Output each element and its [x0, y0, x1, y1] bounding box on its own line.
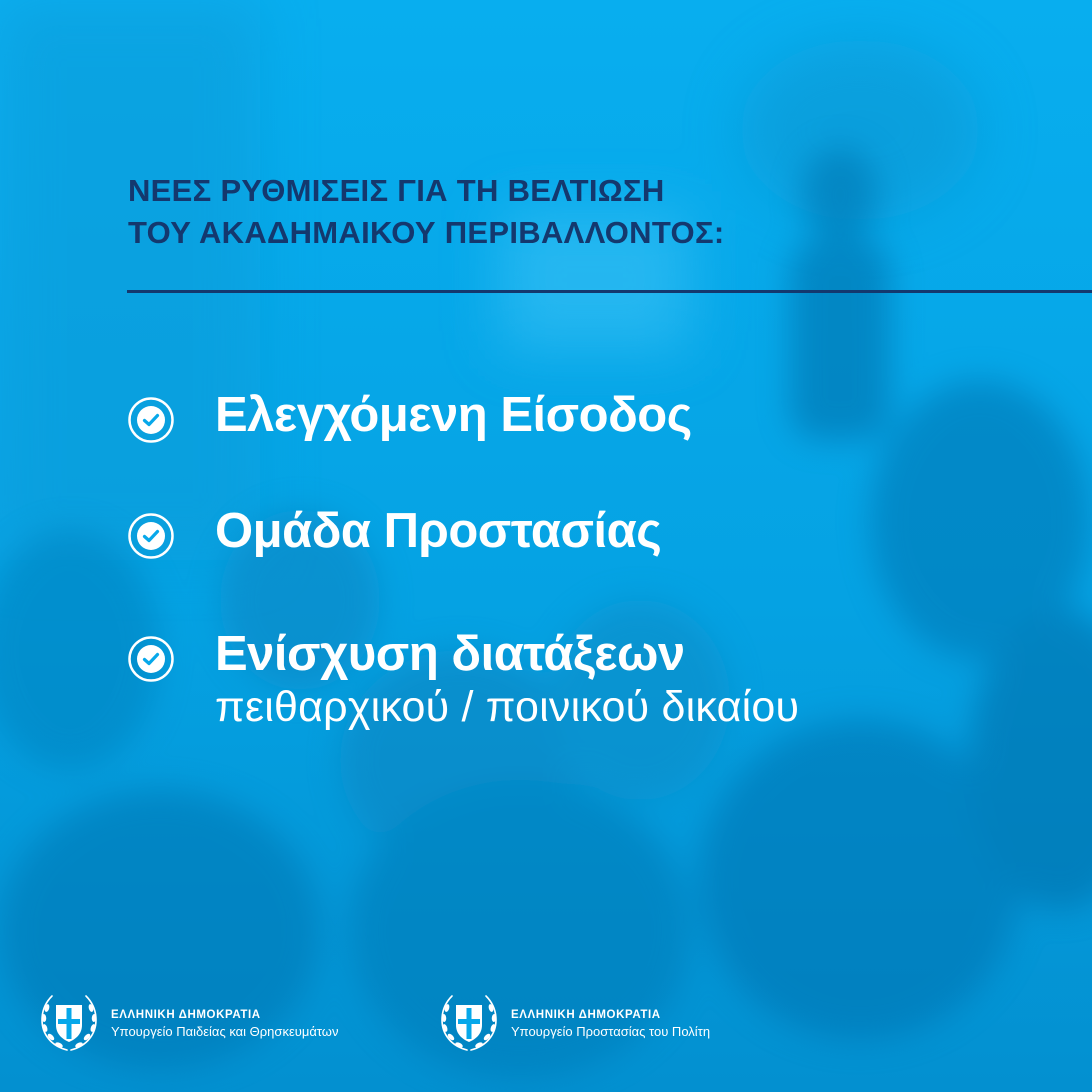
list-item-subtitle: πειθαρχικού / ποινικού δικαίου: [215, 683, 800, 731]
list-item-title: Ελεγχόμενη Είσοδος: [215, 388, 692, 442]
list-item-text: [215, 387, 692, 443]
logo-text: [111, 1007, 338, 1041]
title-line-1: ΝΕΕΣ ΡΥΘΜΙΣΕΙΣ ΓΙΑ ΤΗ ΒΕΛΤΙΩΣΗ: [128, 173, 665, 208]
greek-coat-of-arms-icon: [37, 990, 101, 1056]
logo-text: [511, 1007, 710, 1041]
list-item-text: [215, 626, 799, 732]
title-divider: [127, 290, 1092, 293]
list-item-text: [215, 503, 661, 559]
logo-ministry-name: Υπουργείο Προστασίας του Πολίτη: [511, 1024, 711, 1039]
check-circle-icon: [128, 513, 174, 559]
logo-ministry-name: Υπουργείο Παιδείας και Θρησκευμάτων: [111, 1024, 339, 1039]
list-item-title: Ενίσχυση διατάξεων: [215, 627, 685, 681]
check-circle-icon: [128, 397, 174, 443]
list-item-title: Ομάδα Προστασίας: [215, 504, 662, 558]
logo-state-name: ΕΛΛΗΝΙΚΗ ΔΗΜΟΚΡΑΤΙΑ: [511, 1009, 661, 1021]
greek-coat-of-arms-icon: [437, 990, 501, 1056]
check-circle-icon: [128, 636, 174, 682]
title-line-2: ΤΟΥ ΑΚΑΔΗΜΑΙΚΟΥ ΠΕΡΙΒΑΛΛΟΝΤΟΣ:: [128, 215, 725, 250]
logo-state-name: ΕΛΛΗΝΙΚΗ ΔΗΜΟΚΡΑΤΙΑ: [111, 1009, 261, 1021]
page-title: [128, 170, 725, 254]
